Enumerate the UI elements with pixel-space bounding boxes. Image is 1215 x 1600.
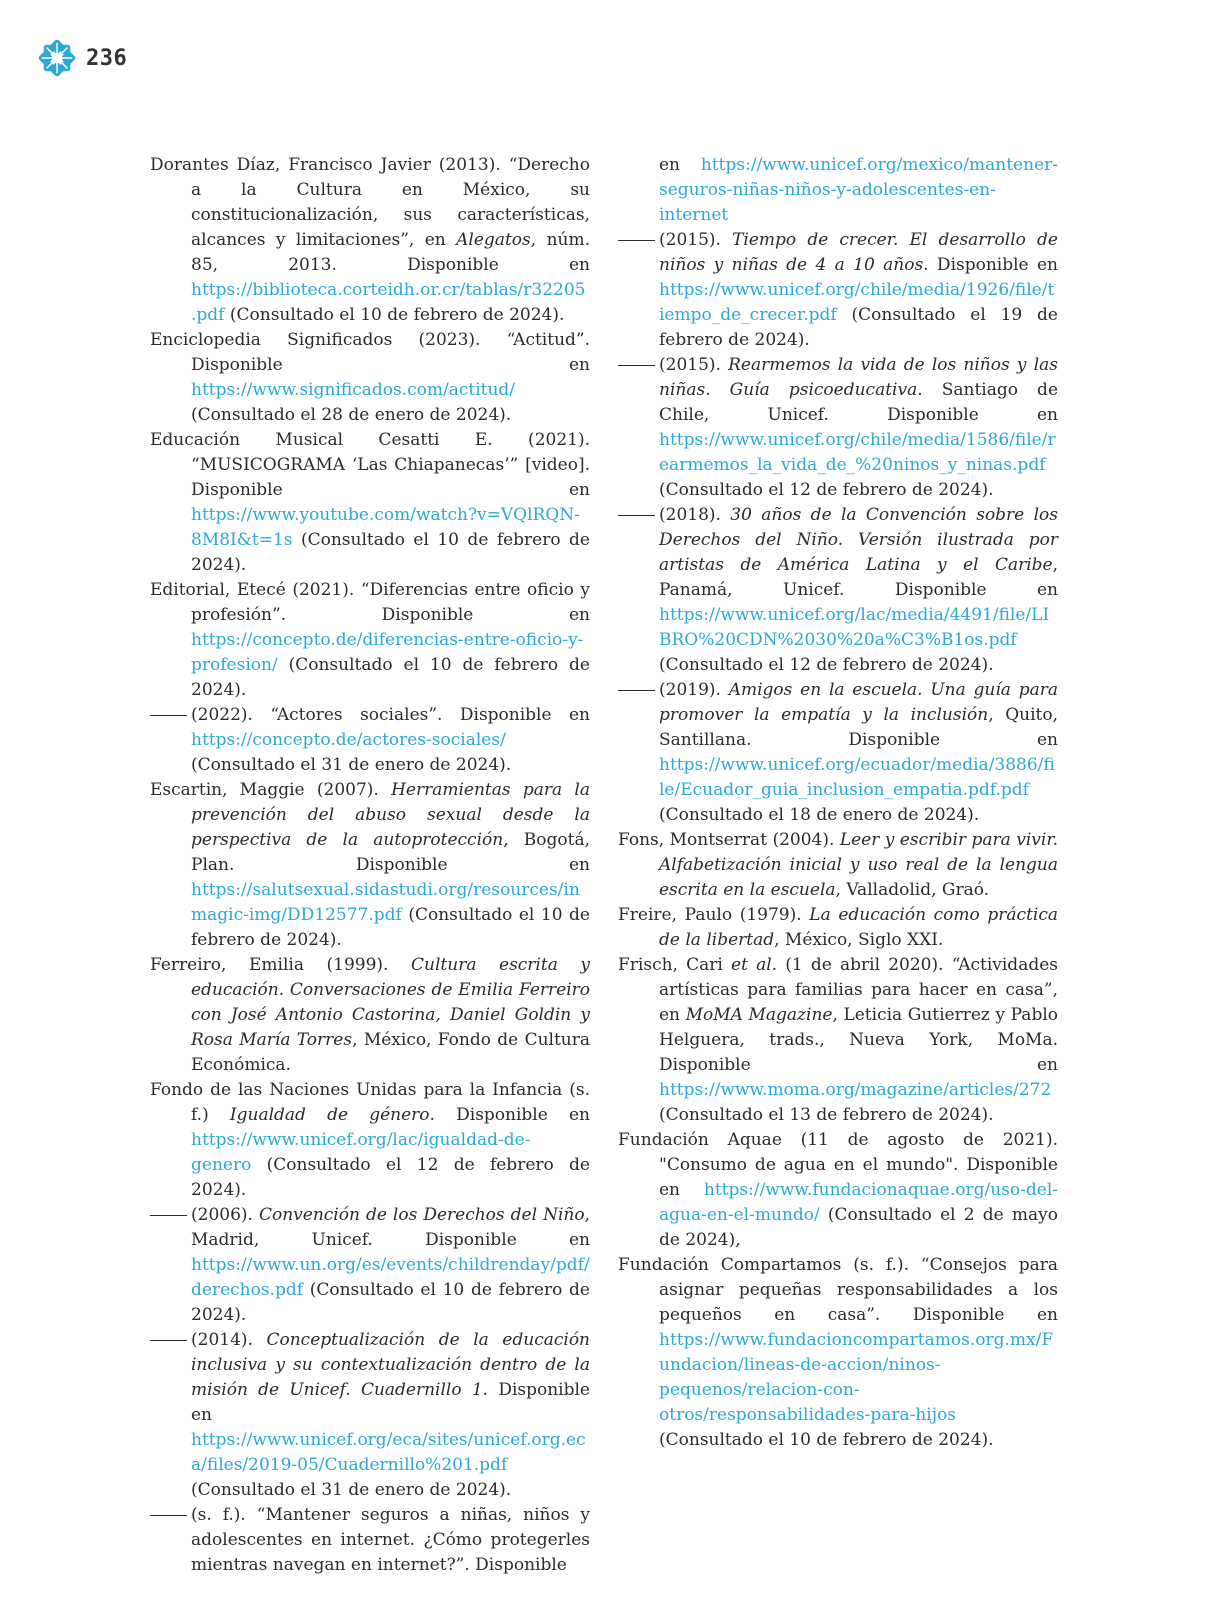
reference-entry (150, 953, 590, 1078)
reference-text: (2015). (659, 230, 733, 250)
reference-link[interactable]: https://biblioteca.corteidh.or.cr/tablas/r32205.pdf (191, 280, 586, 325)
reference-entry (618, 353, 1058, 503)
reference-entry (150, 1503, 590, 1578)
reference-title: La educación como práctica de la libertad (659, 905, 1058, 950)
reference-title: Herramientas para la prevención del abuso sexual desde la perspectiva de la autoprotección (191, 780, 590, 850)
reference-text: (Consultado el 10 de febrero de 2024). (659, 1430, 994, 1450)
reference-link[interactable]: https://www.fundacionaquae.org/uso-del-agua-en-el-mundo/ (659, 1180, 1058, 1225)
reference-text: Enciclopedia Significados (2023). “Actitud”. Disponible en (150, 330, 590, 375)
references-left-column (150, 153, 590, 1578)
reference-text: (Consultado el 10 de febrero de 2024). (191, 1280, 590, 1325)
reference-entry (150, 153, 590, 328)
decorative-flower-logo-icon (38, 39, 76, 77)
reference-text: (Consultado el 31 de enero de 2024). (191, 755, 512, 775)
reference-entry (150, 1078, 590, 1203)
reference-text: (2006). (191, 1205, 259, 1225)
reference-text: , México, Siglo XXI. (774, 930, 944, 950)
reference-text: (Consultado el 12 de febrero de 2024). (659, 480, 994, 500)
reference-title: Alegatos (456, 230, 531, 250)
reference-text: (2019). (659, 680, 729, 700)
reference-title: Leer y escribir para vivir. Alfabetización inicial y uso real de la lengua escrita en la escuela (659, 830, 1058, 900)
reference-entry (618, 1253, 1058, 1453)
reference-title: Tiempo de crecer. El desarrollo de niños y niñas de 4 a 10 años (659, 230, 1058, 275)
page-header (38, 38, 127, 78)
reference-link[interactable]: https://www.moma.org/magazine/articles/272 (659, 1080, 1052, 1100)
reference-entry (150, 703, 590, 778)
reference-link[interactable]: https://www.youtube.com/watch?v=VQlRQN-8M8I&t=1s (191, 505, 580, 550)
reference-title: Conceptualización de la educación inclusiva y su contextualización dentro de la misión de Unicef. Cuadernillo 1 (191, 1330, 590, 1400)
reference-entry (618, 228, 1058, 353)
reference-text: Fundación Aquae (11 de agosto de 2021). "Consumo de agua en el mundo". Disponible en (618, 1130, 1058, 1200)
reference-text: en (659, 155, 701, 175)
reference-title: Amigos en la escuela. Una guía para promover la empatía y la inclusión (659, 680, 1058, 725)
reference-entry (150, 1328, 590, 1503)
reference-text: (Consultado el 19 de febrero de 2024). (659, 305, 1058, 350)
same-author-dash (618, 515, 655, 516)
page-number: 236 (86, 45, 128, 71)
reference-text: (Consultado el 28 de enero de 2024). (191, 405, 512, 425)
reference-title: MoMA Magazine (685, 1005, 833, 1025)
reference-entry (618, 828, 1058, 903)
reference-link[interactable]: https://www.unicef.org/lac/igualdad-de-genero (191, 1130, 531, 1175)
reference-entry (618, 953, 1058, 1128)
reference-text: (1 de abril 2020). “Actividades artísticas para familias para hacer en casa”, en (659, 955, 1058, 1025)
reference-entry (150, 428, 590, 578)
reference-text: , Leticia Gutierrez y Pablo Helguera, trads., Nueva York, MoMa. Disponible en (659, 1005, 1058, 1075)
references-right-column (618, 153, 1058, 1453)
reference-text: , Valladolid, Graó. (835, 880, 990, 900)
reference-text: (Consultado el 10 de febrero de 2024). (191, 905, 590, 950)
reference-text: Educación Musical Cesatti E. (2021). “MUSICOGRAMA ‘Las Chiapanecas’” [video]. Disponible en (150, 430, 590, 500)
reference-text: (Consultado el 10 de febrero de 2024). (224, 305, 565, 325)
same-author-dash (150, 1340, 187, 1341)
reference-title: Cultura escrita y educación. Conversaciones de Emilia Ferreiro con José Antonio Castorina, Daniel Goldin y Rosa María Torres (191, 955, 590, 1050)
reference-text: (Consultado el 10 de febrero de 2024). (191, 655, 590, 700)
reference-text: Fondo de las Naciones Unidas para la Infancia (s. f.) (150, 1080, 590, 1125)
reference-link[interactable]: https://www.significados.com/actitud/ (191, 380, 516, 400)
reference-text: Editorial, Etecé (2021). “Diferencias entre oficio y profesión”. Disponible en (150, 580, 590, 625)
reference-link[interactable]: https://www.un.org/es/events/childrenday/pdf/derechos.pdf (191, 1255, 590, 1300)
reference-link[interactable]: https://www.unicef.org/mexico/mantener-seguros-niñas-niños-y-adolescentes-en-internet (659, 155, 1058, 225)
reference-text: Freire, Paulo (1979). (618, 905, 810, 925)
reference-title: Igualdad de género (229, 1105, 430, 1125)
reference-entry (150, 778, 590, 953)
reference-text: , México, Fondo de Cultura Económica. (191, 1030, 591, 1075)
reference-title: Convención de los Derechos del Niño (258, 1205, 585, 1225)
reference-text: (2022). “Actores sociales”. Disponible en (191, 705, 590, 725)
reference-text: . Disponible en (923, 255, 1058, 275)
reference-entry (150, 1203, 590, 1328)
same-author-dash (150, 1515, 187, 1516)
reference-title: 30 años de la Convención sobre los Derechos del Niño. Versión ilustrada por artistas de América Latina y el Caribe (659, 505, 1058, 575)
reference-text: (Consultado el 18 de enero de 2024). (659, 805, 980, 825)
reference-text: (2018). (659, 505, 731, 525)
reference-text: Dorantes Díaz, Francisco Javier (2013). “Derecho a la Cultura en México, su constitucionalización, sus características, alcances y limitaciones”, en (150, 155, 590, 250)
reference-entry (618, 903, 1058, 953)
reference-text: (Consultado el 31 de enero de 2024). (191, 1480, 512, 1500)
reference-link[interactable]: https://www.unicef.org/chile/media/1586/file/rearmemos_la_vida_de_%20ninos_y_ninas.pdf (659, 430, 1056, 475)
reference-link[interactable]: https://www.unicef.org/lac/media/4491/file/LIBRO%20CDN%2030%20a%C3%B1os.pdf (659, 605, 1050, 650)
reference-entry (150, 578, 590, 703)
reference-text: Fons, Montserrat (2004). (618, 830, 840, 850)
reference-title: Rearmemos la vida de los niños y las niñas. Guía psicoeducativa (659, 355, 1058, 400)
reference-text: , Panamá, Unicef. Disponible en (659, 555, 1058, 600)
reference-text: . Disponible en (429, 1105, 590, 1125)
reference-title: et al. (731, 955, 778, 975)
reference-entry (618, 678, 1058, 828)
reference-text: (Consultado el 12 de febrero de 2024). (191, 1155, 590, 1200)
reference-text: , Bogotá, Plan. Disponible en (191, 830, 590, 875)
reference-link[interactable]: https://concepto.de/actores-sociales/ (191, 730, 506, 750)
reference-text: (Consultado el 10 de febrero de 2024). (191, 530, 590, 575)
reference-text: Fundación Compartamos (s. f.). “Consejos para asignar pequeñas responsabilidades a los pequeños en casa”. Disponible en (618, 1255, 1058, 1325)
same-author-dash (618, 365, 655, 366)
reference-entry (618, 153, 1058, 228)
reference-text: (Consultado el 2 de mayo de 2024), (659, 1205, 1058, 1250)
reference-text: (s. f.). “Mantener seguros a niñas, niños y adolescentes en internet. ¿Cómo protegerles mientras navegan en internet?”. Disponible (191, 1505, 590, 1575)
reference-text: Escartin, Maggie (2007). (150, 780, 392, 800)
same-author-dash (618, 240, 655, 241)
reference-text: , núm. 85, 2013. Disponible en (191, 230, 590, 275)
reference-entry (618, 1128, 1058, 1253)
reference-text: , Quito, Santillana. Disponible en (659, 705, 1058, 750)
reference-link[interactable]: https://www.unicef.org/ecuador/media/3886/file/Ecuador_guia_inclusion_empatia.pdf.pdf (659, 755, 1055, 800)
reference-link[interactable]: https://www.unicef.org/chile/media/1926/file/tiempo_de_crecer.pdf (659, 280, 1055, 325)
reference-link[interactable]: https://www.unicef.org/eca/sites/unicef.org.eca/files/2019-05/Cuadernillo%201.pdf (191, 1430, 586, 1475)
reference-text: . Disponible en (191, 1380, 590, 1425)
reference-text: (Consultado el 13 de febrero de 2024). (659, 1105, 994, 1125)
same-author-dash (618, 690, 655, 691)
reference-link[interactable]: https://www.fundacioncompartamos.org.mx/Fundacion/lineas-de-accion/ninos-pequenos/relacion-con-otros/responsabilidades-para-hijos (659, 1330, 1054, 1425)
same-author-dash (150, 1215, 187, 1216)
same-author-dash (150, 715, 187, 716)
reference-text: Frisch, Cari (618, 955, 732, 975)
reference-entry (618, 503, 1058, 678)
reference-text: (Consultado el 12 de febrero de 2024). (659, 655, 994, 675)
reference-text: , Madrid, Unicef. Disponible en (191, 1205, 590, 1250)
reference-entry (150, 328, 590, 428)
reference-link[interactable]: https://salutsexual.sidastudi.org/resources/inmagic-img/DD12577.pdf (191, 880, 580, 925)
reference-text: (2015). (659, 355, 729, 375)
reference-text: . Santiago de Chile, Unicef. Disponible en (659, 380, 1058, 425)
reference-text: (2014). (191, 1330, 267, 1350)
reference-text: Ferreiro, Emilia (1999). (150, 955, 412, 975)
reference-link[interactable]: https://concepto.de/diferencias-entre-oficio-y-profesion/ (191, 630, 584, 675)
